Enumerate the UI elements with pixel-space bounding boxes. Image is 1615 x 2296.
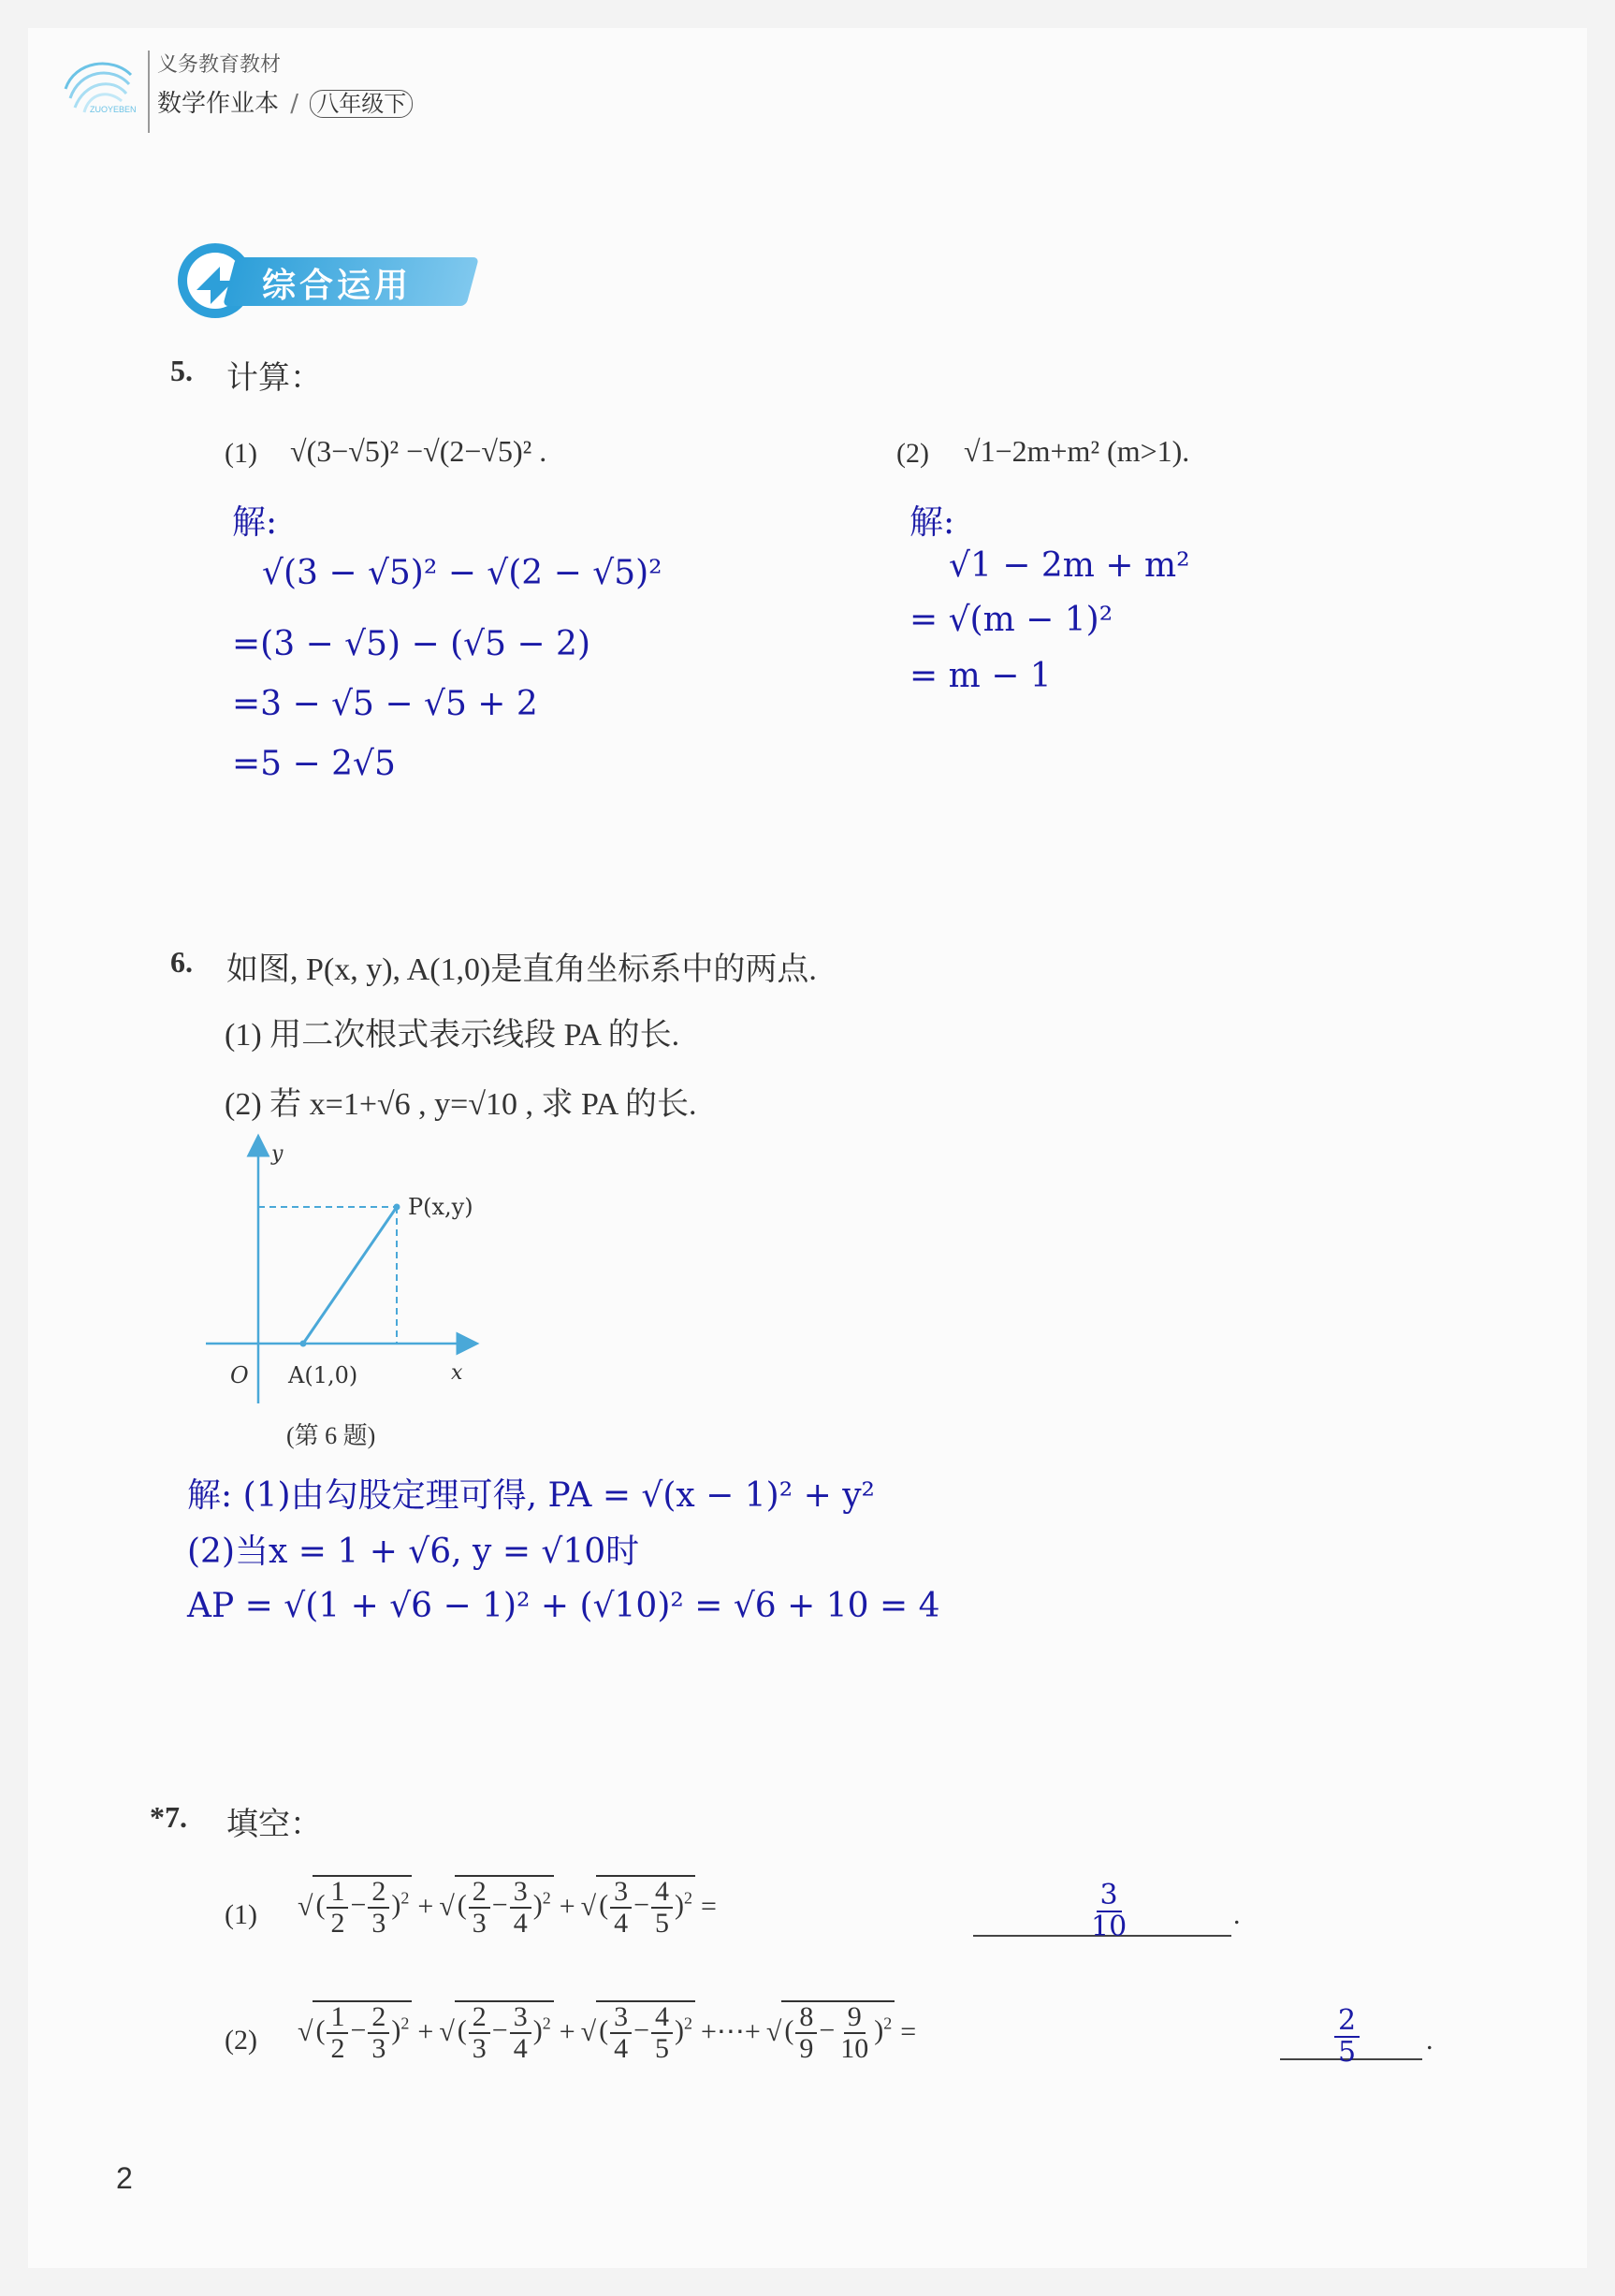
q6-answer-line-3: AP = √(1 + √6 − 1)² + (√10)² = √6 + 10 = 4	[187, 1587, 940, 1625]
header	[56, 47, 618, 140]
slash-divider: /	[290, 90, 299, 118]
q5-number: 5.	[170, 354, 193, 387]
book-name: 数学作业本	[157, 90, 280, 118]
q6-stem: 如图, P(x, y), A(1,0)是直角坐标系中的两点.	[226, 952, 817, 987]
header-series: 义务教育教材	[157, 53, 282, 77]
q5-part1-line-1: √(3 − √5)² − √(2 − √5)²	[262, 554, 662, 592]
q7-number: *7.	[150, 1800, 187, 1834]
q7-part1-label: (1)	[225, 1899, 257, 1930]
q7-stem: 填空：	[226, 1808, 322, 1842]
point-a	[300, 1341, 307, 1347]
point-p-label: P(x,y)	[408, 1194, 473, 1220]
q7-part1-answer-denominator: 10	[1091, 1910, 1128, 1943]
segment-pa	[303, 1207, 397, 1344]
section-title: 综合运用	[262, 267, 413, 305]
logo-text: ZUOYEBEN	[90, 105, 137, 114]
point-p	[394, 1204, 400, 1211]
q5-part1-line-2: =(3 − √5) − (√5 − 2)	[232, 625, 590, 663]
q6-answer-line-2: (2)当x = 1 + √6, y = √10时	[187, 1533, 640, 1571]
q5-part1-line-4: =5 − 2√5	[232, 745, 396, 783]
q5-part1-line-3: =3 − √5 − √5 + 2	[232, 685, 538, 723]
x-axis-label: x	[451, 1361, 463, 1385]
q5-part2-answer-label: 解:	[909, 503, 955, 542]
q7-part2-answer-numerator: 2	[1334, 2006, 1360, 2038]
q6-answer-line-1: 解: (1)由勾股定理可得, PA = √(x − 1)² + y²	[187, 1476, 875, 1515]
q6-part2: (2) 若 x=1+√6 , y=√10 , 求 PA 的长.	[225, 1087, 697, 1122]
grade-label: 八年级下	[310, 90, 413, 118]
section-badge	[173, 239, 482, 323]
q5-part1-answer-label: 解:	[232, 503, 278, 542]
q7-part2-period: .	[1426, 2025, 1433, 2056]
q5-part2-label: (2)	[896, 438, 929, 469]
q7-part1-answer	[1085, 1881, 1132, 1941]
q7-part1-answer-numerator: 3	[1097, 1881, 1122, 1912]
q6-part1: (1) 用二次根式表示线段 PA 的长.	[225, 1018, 680, 1053]
header-divider	[148, 51, 150, 133]
point-a-label: A(1,0)	[288, 1362, 358, 1388]
q7-part2-answer-denominator: 5	[1338, 2035, 1357, 2069]
q5-part2-line-3: = m − 1	[909, 657, 1052, 695]
q7-part1-period: .	[1233, 1899, 1241, 1930]
q5-part2-line-2: = √(m − 1)²	[909, 601, 1113, 639]
q5-part2-line-1: √1 − 2m + m²	[949, 546, 1190, 585]
q5-part1-expression: √(3−√5)² −√(2−√5)² .	[290, 434, 547, 468]
q6-figure-caption: (第 6 题)	[286, 1422, 376, 1449]
page-number: 2	[116, 2161, 133, 2195]
q6-number: 6.	[170, 945, 193, 979]
q7-part1-expression: √ ( $\frac{1}{2}$ − $\frac{2}{3}$ )$^2$ + √ ( $\frac{2}{3}$ − $\frac{3}{4}$ )$^2$ + √ ( $\frac{3}{4}$ − $\frac{4}{5}$ )$^2$ =	[298, 1876, 717, 1939]
header-book-title	[157, 84, 413, 119]
q7-part2-expression: √ ( $\frac{1}{2}$ − $\frac{2}{3}$ )$^2$ + √ ( $\frac{2}{3}$ − $\frac{3}{4}$ )$^2$ + √ ( $\frac{3}{4}$ − $\frac{4}{5}$ )$^2$ +⋯+ √ ( $\frac{8}{9}$ − $\frac{9}{10}$ )$^2$ =	[298, 2001, 917, 2064]
q5-part1-label: (1)	[225, 438, 257, 469]
publisher-logo	[56, 47, 140, 131]
origin-label: O	[230, 1362, 249, 1388]
q7-part2-label: (2)	[225, 2025, 257, 2056]
q5-stem: 计算：	[226, 361, 322, 396]
q7-part2-answer	[1332, 2006, 1361, 2067]
y-axis-label: y	[271, 1142, 284, 1166]
q5-part2-expression: √1−2m+m² (m>1).	[964, 434, 1190, 468]
q6-figure	[196, 1132, 496, 1413]
